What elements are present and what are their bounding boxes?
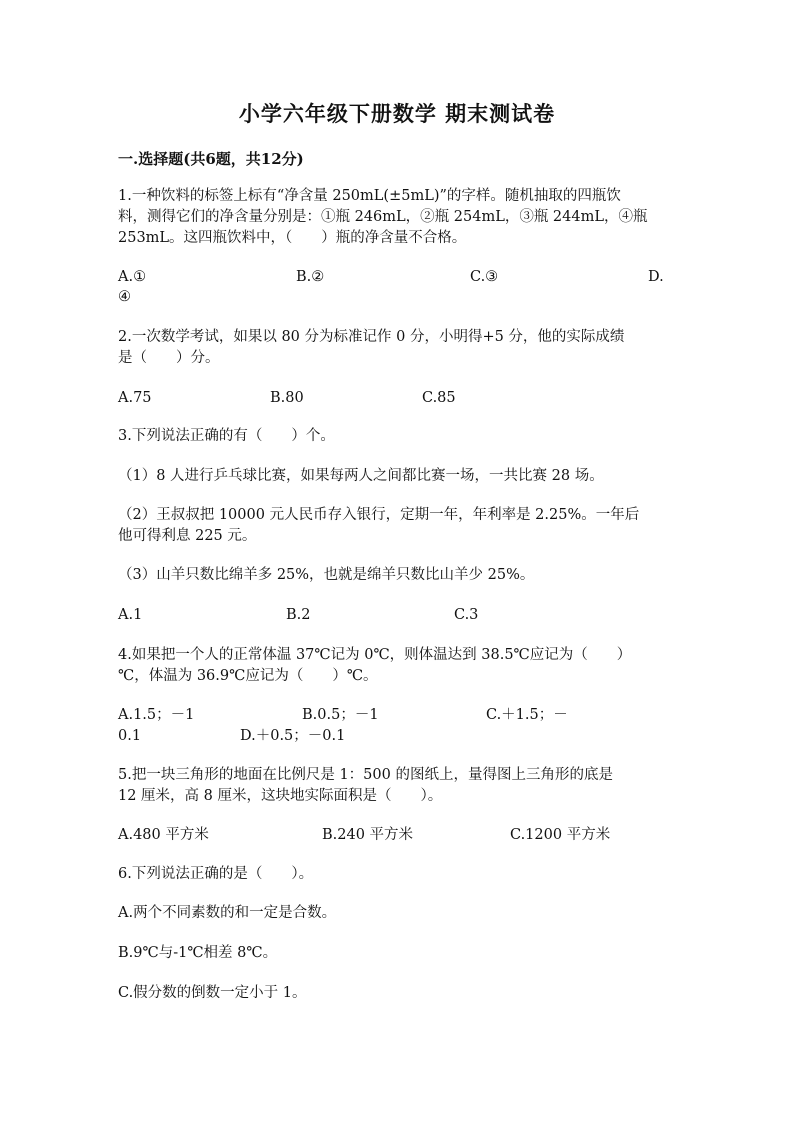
question-3-stem: 3.下列说法正确的有（ ）个。 bbox=[118, 428, 335, 444]
question-1-option-c[interactable]: C.③ bbox=[470, 269, 499, 285]
question-3-statement-2-cont: 他可得利息 225 元。 bbox=[118, 528, 257, 544]
question-1-line-2: 料，测得它们的净含量分别是：①瓶 246mL，②瓶 254mL，③瓶 244mL，④瓶 bbox=[118, 209, 648, 225]
question-1-option-d-wrap[interactable]: ④ bbox=[118, 289, 131, 305]
question-6-option-c[interactable]: C.假分数的倒数一定小于 1。 bbox=[118, 985, 307, 1001]
question-6-option-a[interactable]: A.两个不同素数的和一定是合数。 bbox=[118, 905, 337, 921]
question-5-option-a[interactable]: A.480 平方米 bbox=[118, 827, 209, 843]
question-4-option-a[interactable]: A.1.5；－1 bbox=[118, 707, 195, 723]
question-4-line-1: 4.如果把一个人的正常体温 37℃记为 0℃，则体温达到 38.5℃应记为（ ） bbox=[118, 647, 632, 663]
question-2-line-2: 是（ ）分。 bbox=[118, 350, 220, 366]
question-4-option-d[interactable]: D.＋0.5；－0.1 bbox=[240, 728, 346, 744]
question-2-line-1: 2.一次数学考试，如果以 80 分为标准记作 0 分，小明得+5 分，他的实际成绩 bbox=[118, 329, 625, 345]
section-heading: 一.选择题(共6题，共12分) bbox=[118, 150, 304, 168]
question-1-line-1: 1.一种饮料的标签上标有“净含量 250mL(±5mL)”的字样。随机抽取的四瓶饮 bbox=[118, 188, 621, 204]
question-5-line-2: 12 厘米，高 8 厘米，这块地实际面积是（ ）。 bbox=[118, 788, 443, 804]
question-6-option-b[interactable]: B.9℃与-1℃相差 8℃。 bbox=[118, 945, 278, 961]
question-3-statement-3: （3）山羊只数比绵羊多 25%，也就是绵羊只数比山羊少 25%。 bbox=[118, 567, 535, 583]
question-3-option-b[interactable]: B.2 bbox=[286, 607, 311, 623]
question-2-option-a[interactable]: A.75 bbox=[118, 390, 152, 406]
question-1-line-3: 253mL。这四瓶饮料中，（ ）瓶的净含量不合格。 bbox=[118, 230, 467, 246]
question-5-option-b[interactable]: B.240 平方米 bbox=[322, 827, 414, 843]
question-3-statement-1: （1）8 人进行乒乓球比赛，如果每两人之间都比赛一场，一共比赛 28 场。 bbox=[118, 468, 604, 484]
question-4-option-b[interactable]: B.0.5；－1 bbox=[302, 707, 379, 723]
question-1-option-b[interactable]: B.② bbox=[296, 269, 325, 285]
question-4-line-2: ℃，体温为 36.9℃应记为（ ）℃。 bbox=[118, 668, 378, 684]
question-5-option-c[interactable]: C.1200 平方米 bbox=[510, 827, 611, 843]
question-2-option-b[interactable]: B.80 bbox=[270, 390, 304, 406]
question-4-option-c-wrap[interactable]: 0.1 bbox=[118, 728, 142, 744]
question-3-option-c[interactable]: C.3 bbox=[454, 607, 479, 623]
question-3-option-a[interactable]: A.1 bbox=[118, 607, 143, 623]
question-1-option-a[interactable]: A.① bbox=[118, 269, 147, 285]
question-2-option-c[interactable]: C.85 bbox=[422, 390, 456, 406]
question-6-stem: 6.下列说法正确的是（ ）。 bbox=[118, 866, 314, 882]
page-title: 小学六年级下册数学 期末测试卷 bbox=[238, 101, 556, 126]
question-1-option-d[interactable]: D. bbox=[648, 269, 664, 285]
question-4-option-c[interactable]: C.＋1.5；－ bbox=[486, 707, 568, 723]
question-3-statement-2: （2）王叔叔把 10000 元人民币存入银行，定期一年，年利率是 2.25%。一年后 bbox=[118, 507, 640, 523]
question-5-line-1: 5.把一块三角形的地面在比例尺是 1：500 的图纸上，量得图上三角形的底是 bbox=[118, 767, 613, 783]
